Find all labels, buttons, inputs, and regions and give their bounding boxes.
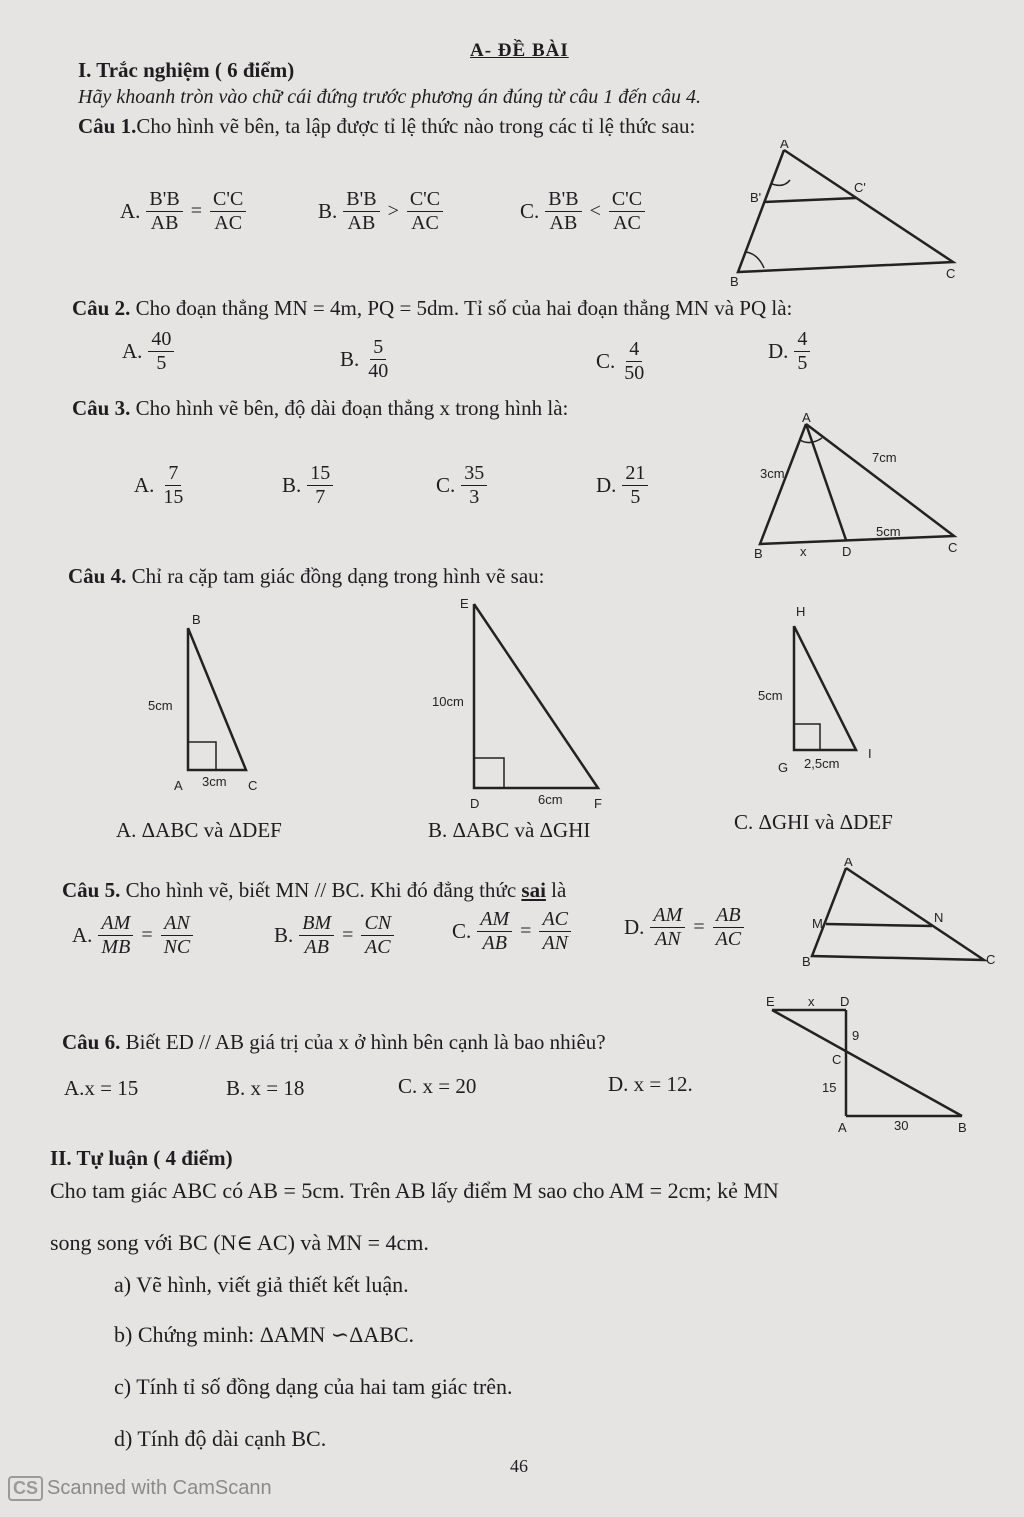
q6-text: Biết ED // AB giá trị của x ở hình bên cạnh là bao nhiêu? — [125, 1030, 606, 1054]
part2-line-1: Cho tam giác ABC có AB = 5cm. Trên AB lấy điểm M sao cho AM = 2cm; kẻ MN — [50, 1178, 779, 1203]
q4-triangle-def — [430, 592, 620, 812]
scanner-text: Scanned with CamScann — [47, 1477, 272, 1499]
q3-figure — [748, 412, 968, 562]
q1-angle-mark-top — [772, 180, 790, 185]
q6-segment-eb — [772, 1010, 962, 1116]
option-letter: C. — [436, 473, 456, 497]
q2-text: Cho đoạn thẳng MN = 4m, PQ = 5dm. Tỉ số của hai đoạn thẳng MN và PQ là: — [135, 296, 793, 320]
triangle-abc-outline — [188, 628, 246, 770]
part2-line-2: song song với BC (N∈ AC) và MN = 4cm. — [50, 1230, 429, 1255]
q1-triangle-outline — [738, 150, 953, 272]
option-letter: A. — [120, 199, 141, 223]
q3-label-right-side: 7cm — [872, 450, 897, 465]
fraction-left: $\frac{B'B}{AB}$ — [545, 188, 581, 235]
q5-label-n: N — [934, 910, 944, 925]
q5-option-a[interactable]: A. $\frac{AM}{MB}$ = $\frac{AN}{NC}$ — [72, 912, 193, 959]
camscanner-logo: CS — [8, 1476, 43, 1501]
label-h: H — [796, 604, 806, 619]
q3-label: Câu 3. — [72, 396, 131, 420]
q4-triangle-abc — [140, 610, 270, 800]
fraction-right: $\frac{C'C}{AC}$ — [210, 188, 246, 235]
q6-label-b: B — [958, 1120, 967, 1135]
q1-label-bp: B' — [750, 190, 762, 205]
right-angle-mark — [188, 742, 216, 770]
page-title: A- ĐỀ BÀI — [470, 40, 569, 61]
relation-sign: > — [387, 200, 399, 222]
fraction: $\frac{4}{5}$ — [794, 328, 810, 375]
q5-label-m: M — [812, 916, 823, 931]
q3-label-x: x — [800, 544, 807, 559]
option-letter: D. — [624, 915, 645, 939]
label-c: C — [248, 778, 258, 793]
q2-label: Câu 2. — [72, 296, 131, 320]
relation-sign: = — [190, 200, 202, 222]
q3-label-d: D — [842, 544, 852, 559]
q6-label-c: C — [832, 1052, 842, 1067]
q2-statement — [72, 296, 792, 321]
part2-item-b: b) Chứng minh: ΔAMN ∽ΔABC. — [114, 1322, 415, 1347]
q4-option-a[interactable]: A. ΔABC và ΔDEF — [116, 818, 282, 842]
q5-label-a: A — [844, 858, 853, 869]
label-e: E — [460, 596, 469, 611]
q2-option-b[interactable] — [340, 336, 391, 383]
part1-instruction: Hãy khoanh tròn vào chữ cái đứng trước phương án đúng từ câu 1 đến câu 4. — [78, 86, 702, 108]
q3-triangle-outline — [760, 424, 954, 544]
option-letter: C. — [452, 919, 472, 943]
fraction: $\frac{35}{3}$ — [461, 462, 487, 509]
fraction: $\frac{15}{7}$ — [307, 462, 333, 509]
q1-label: Câu 1. — [78, 114, 137, 138]
q1-angle-mark-bottom — [746, 252, 764, 268]
option-letter: B. — [318, 199, 338, 223]
q6-option-b[interactable]: B. x = 18 — [226, 1076, 305, 1100]
q6-label-a: A — [838, 1120, 847, 1135]
q6-label: Câu 6. — [62, 1030, 121, 1054]
q5-label: Câu 5. — [62, 878, 121, 902]
q1-label-b: B — [730, 274, 739, 289]
q5-label-b: B — [802, 954, 811, 969]
q6-figure — [758, 992, 978, 1142]
option-letter: C. — [520, 199, 540, 223]
option-letter: A. — [134, 473, 155, 497]
relation-sign: < — [589, 200, 601, 222]
q3-bisector — [806, 424, 846, 540]
label-base: 6cm — [538, 792, 563, 807]
q1-label-a: A — [780, 140, 789, 151]
q5-emphasis: sai — [521, 878, 546, 902]
part2-item-a: a) Vẽ hình, viết giả thiết kết luận. — [114, 1272, 409, 1297]
label-side: 10cm — [432, 694, 464, 709]
q6-label-x: x — [808, 994, 815, 1009]
q5-parallel-mn — [826, 924, 932, 926]
option-letter: A. — [72, 923, 93, 947]
q1-label-cp: C' — [854, 180, 866, 195]
fraction-right: $\frac{C'C}{AC}$ — [407, 188, 443, 235]
label-i: I — [868, 746, 872, 761]
q3-text: Cho hình vẽ bên, độ dài đoạn thẳng x trong hình là: — [135, 396, 569, 420]
q5-statement: Câu 5. Cho hình vẽ, biết MN // BC. Khi đó đẳng thức sai là — [62, 878, 567, 902]
q6-label-d: D — [840, 994, 850, 1009]
label-a: A — [174, 778, 183, 793]
q4-label: Câu 4. — [68, 564, 127, 588]
q3-label-left-side: 3cm — [760, 466, 785, 481]
option-letter: C. — [596, 349, 616, 373]
fraction-left: $\frac{B'B}{AB}$ — [146, 188, 182, 235]
q5-figure — [800, 858, 1000, 970]
q6-option-c[interactable]: C. x = 20 — [398, 1074, 477, 1098]
fraction: $\frac{21}{5}$ — [622, 462, 648, 509]
q1-figure — [728, 140, 968, 290]
right-angle-mark — [474, 758, 504, 788]
q4-statement — [68, 564, 545, 589]
q1-option-c[interactable] — [520, 188, 645, 235]
label-g: G — [778, 760, 789, 775]
q1-option-b[interactable] — [318, 188, 443, 235]
q3-label-a: A — [802, 412, 811, 425]
part2-heading: II. Tự luận ( 4 điểm) — [50, 1146, 233, 1170]
q3-statement — [72, 396, 568, 421]
fraction: $\frac{5}{40}$ — [368, 336, 389, 382]
option-letter: D. — [768, 339, 789, 363]
q6-statement — [62, 1030, 606, 1055]
q4-text: Chỉ ra cặp tam giác đồng dạng trong hình vẽ sau: — [131, 564, 545, 588]
label-base: 2,5cm — [804, 756, 840, 771]
q6-label-9: 9 — [852, 1028, 860, 1043]
q2-option-a[interactable] — [122, 328, 174, 375]
q4-option-b[interactable]: B. ΔABC và ΔGHI — [428, 818, 591, 842]
q5-triangle-outline — [812, 868, 984, 960]
q3-label-c: C — [948, 540, 958, 555]
q5-option-c[interactable]: C. $\frac{AM}{AB}$ = $\frac{AC}{AN}$ — [452, 908, 571, 955]
q5-option-d[interactable]: D. $\frac{AM}{AN}$ = $\frac{AB}{AC}$ — [624, 904, 744, 951]
q2-option-c[interactable] — [596, 338, 647, 385]
q6-label-e: E — [766, 994, 775, 1009]
option-letter: D. — [596, 473, 617, 497]
q6-option-a[interactable]: A.x = 15 — [64, 1076, 139, 1100]
scanner-watermark — [8, 1476, 272, 1501]
label-b: B — [192, 612, 201, 627]
q3-label-base-right: 5cm — [876, 524, 901, 539]
q3-option-d[interactable] — [596, 462, 648, 509]
q6-label-30: 30 — [894, 1118, 909, 1133]
q1-parallel-line — [764, 198, 856, 202]
q3-option-c[interactable] — [436, 462, 487, 509]
fraction-left: $\frac{B'B}{AB}$ — [343, 188, 379, 235]
triangle-def-outline — [474, 604, 598, 788]
option-letter: B. — [282, 473, 302, 497]
q2-option-d[interactable] — [768, 328, 810, 375]
q3-option-a[interactable] — [134, 462, 186, 509]
option-letter: B. — [274, 923, 294, 947]
q6-option-d[interactable]: D. x = 12. — [608, 1072, 693, 1096]
q3-label-b: B — [754, 546, 763, 561]
label-side: 5cm — [148, 698, 173, 713]
fraction: $\frac{7}{15}$ — [163, 462, 184, 508]
triangle-ghi-outline — [794, 626, 856, 750]
page-number: 46 — [510, 1456, 528, 1476]
q4-triangle-ghi — [756, 598, 886, 778]
fraction: $\frac{4}{50}$ — [624, 338, 645, 384]
q1-statement — [78, 114, 695, 139]
q3-option-b[interactable] — [282, 462, 333, 509]
q5-label-c: C — [986, 952, 996, 967]
option-letter: A. — [122, 339, 143, 363]
label-f: F — [594, 796, 602, 811]
right-angle-mark — [794, 724, 820, 750]
q6-label-15: 15 — [822, 1080, 837, 1095]
part1-heading: I. Trắc nghiệm ( 6 điểm) — [78, 58, 295, 82]
q4-option-c[interactable]: C. ΔGHI và ΔDEF — [734, 810, 893, 834]
label-d: D — [470, 796, 480, 811]
label-base: 3cm — [202, 774, 227, 789]
label-side: 5cm — [758, 688, 783, 703]
q1-text: Cho hình vẽ bên, ta lập được tỉ lệ thức nào trong các tỉ lệ thức sau: — [136, 114, 696, 138]
q1-label-c: C — [946, 266, 956, 281]
q5-option-b[interactable]: B. $\frac{BM}{AB}$ = $\frac{CN}{AC}$ — [274, 912, 394, 959]
fraction: $\frac{40}{5}$ — [148, 328, 174, 375]
q1-option-a[interactable] — [120, 188, 246, 235]
part2-item-d: d) Tính độ dài cạnh BC. — [114, 1426, 327, 1451]
option-letter: B. — [340, 347, 360, 371]
part2-item-c: c) Tính tỉ số đồng dạng của hai tam giác trên. — [114, 1374, 513, 1399]
fraction-right: $\frac{C'C}{AC}$ — [609, 188, 645, 235]
